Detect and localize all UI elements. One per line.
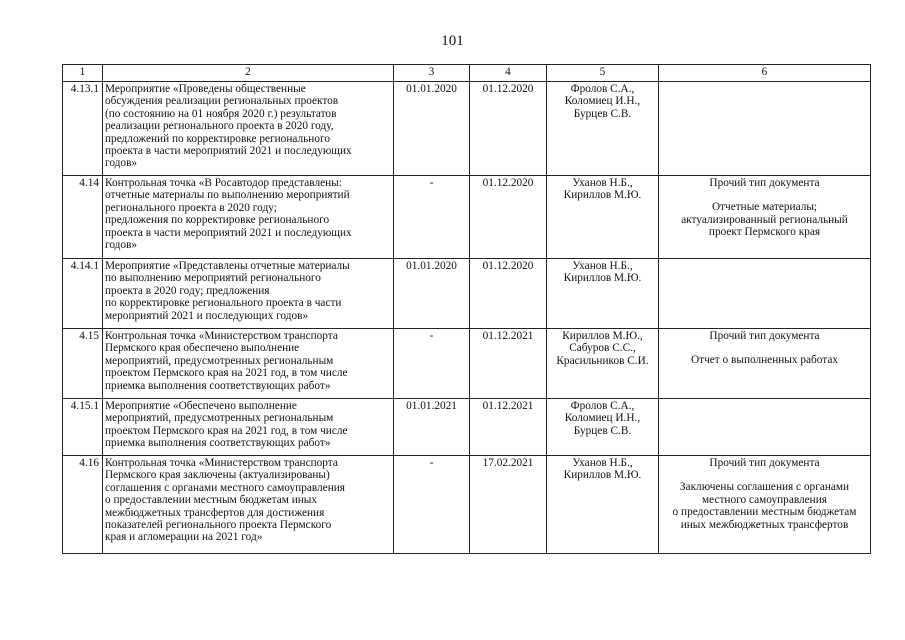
row-document <box>659 176 871 259</box>
document-description: Отчетные материалы; актуализированный региональный проект Пермского края <box>681 201 848 239</box>
row-number: 4.16 <box>63 456 103 554</box>
row-number: 4.15 <box>63 329 103 399</box>
row-document <box>659 259 871 329</box>
row-document <box>659 399 871 456</box>
column-header-5: 5 <box>547 65 659 82</box>
row-end-date: 01.12.2021 <box>470 329 547 399</box>
row-responsible: Фролов С.А., Коломиец И.Н., Бурцев С.В. <box>547 82 659 176</box>
row-description: Контрольная точка «В Росавтодор представлены: отчетные материалы по выполнению мероприятий регионального проекта в 2020 году; предложения по корректировке регионального проекта в части мероприятий 2021 и последующих годов» <box>103 176 394 259</box>
row-responsible: Фролов С.А., Коломиец И.Н., Бурцев С.В. <box>547 399 659 456</box>
column-header-6: 6 <box>659 65 871 82</box>
document-gap <box>661 189 868 201</box>
row-number: 4.14.1 <box>63 259 103 329</box>
row-document <box>659 82 871 176</box>
row-number: 4.13.1 <box>63 82 103 176</box>
document-type: Прочий тип документа <box>709 177 820 189</box>
row-description: Мероприятие «Представлены отчетные материалы по выполнению мероприятий регионального проекта в 2020 году; предложения по корректировке регионального проекта в части мероприятий 2021 и последующих годов» <box>103 259 394 329</box>
table-row <box>63 329 871 399</box>
column-header-2: 2 <box>103 65 394 82</box>
table-row <box>63 399 871 456</box>
row-document <box>659 329 871 399</box>
row-end-date: 01.12.2020 <box>470 259 547 329</box>
row-responsible: Уханов Н.Б., Кириллов М.Ю. <box>547 176 659 259</box>
row-end-date: 17.02.2021 <box>470 456 547 554</box>
document-type: Прочий тип документа <box>709 330 820 342</box>
row-start-date: 01.01.2020 <box>394 82 470 176</box>
row-document <box>659 456 871 554</box>
row-start-date: 01.01.2020 <box>394 259 470 329</box>
row-start-date: - <box>394 456 470 554</box>
document-type: Прочий тип документа <box>709 457 820 469</box>
table-row <box>63 456 871 554</box>
row-responsible: Уханов Н.Б., Кириллов М.Ю. <box>547 259 659 329</box>
row-responsible: Уханов Н.Б., Кириллов М.Ю. <box>547 456 659 554</box>
row-description: Мероприятие «Проведены общественные обсуждения реализации региональных проектов (по состоянию на 01 ноября 2020 г.) результатов реализации регионального проекта в 2020 году, предложений по корректировке регионального проекта в части мероприятий 2021 и последующих годов» <box>103 82 394 176</box>
row-start-date: - <box>394 329 470 399</box>
column-header-3: 3 <box>394 65 470 82</box>
column-header-1: 1 <box>63 65 103 82</box>
plan-table <box>62 64 871 554</box>
document-gap <box>661 342 868 354</box>
row-responsible: Кириллов М.Ю., Сабуров С.С., Красильников С.И. <box>547 329 659 399</box>
row-description: Контрольная точка «Министерством транспорта Пермского края заключены (актуализированы) соглашения с органами местного самоуправления о предоставлении местным бюджетам иных межбюджетных трансфертов для достижения показателей регионального проекта Пермского края и агломерации на 2021 год» <box>103 456 394 554</box>
column-header-4: 4 <box>470 65 547 82</box>
row-description: Контрольная точка «Министерством транспорта Пермского края обеспечено выполнение мероприятий, предусмотренных региональным проектом Пермского края на 2021 год, в том числе приемка выполнения соответствующих работ» <box>103 329 394 399</box>
document-description: Отчет о выполненных работах <box>691 354 838 367</box>
row-number: 4.14 <box>63 176 103 259</box>
row-end-date: 01.12.2020 <box>470 82 547 176</box>
table-header-row <box>63 65 871 82</box>
row-description: Мероприятие «Обеспечено выполнение мероприятий, предусмотренных региональным проектом Пермского края на 2021 год, в том числе приемка выполнения соответствующих работ» <box>103 399 394 456</box>
table-row <box>63 259 871 329</box>
row-number: 4.15.1 <box>63 399 103 456</box>
row-start-date: 01.01.2021 <box>394 399 470 456</box>
row-end-date: 01.12.2020 <box>470 176 547 259</box>
row-end-date: 01.12.2021 <box>470 399 547 456</box>
row-start-date: - <box>394 176 470 259</box>
page-number: 101 <box>441 33 464 49</box>
document-description: Заключены соглашения с органами местного самоуправления о предоставлении местным бюджетам иных межбюджетных трансфертов <box>672 481 857 531</box>
table-row <box>63 82 871 176</box>
table-row <box>63 176 871 259</box>
document-gap <box>661 469 868 481</box>
